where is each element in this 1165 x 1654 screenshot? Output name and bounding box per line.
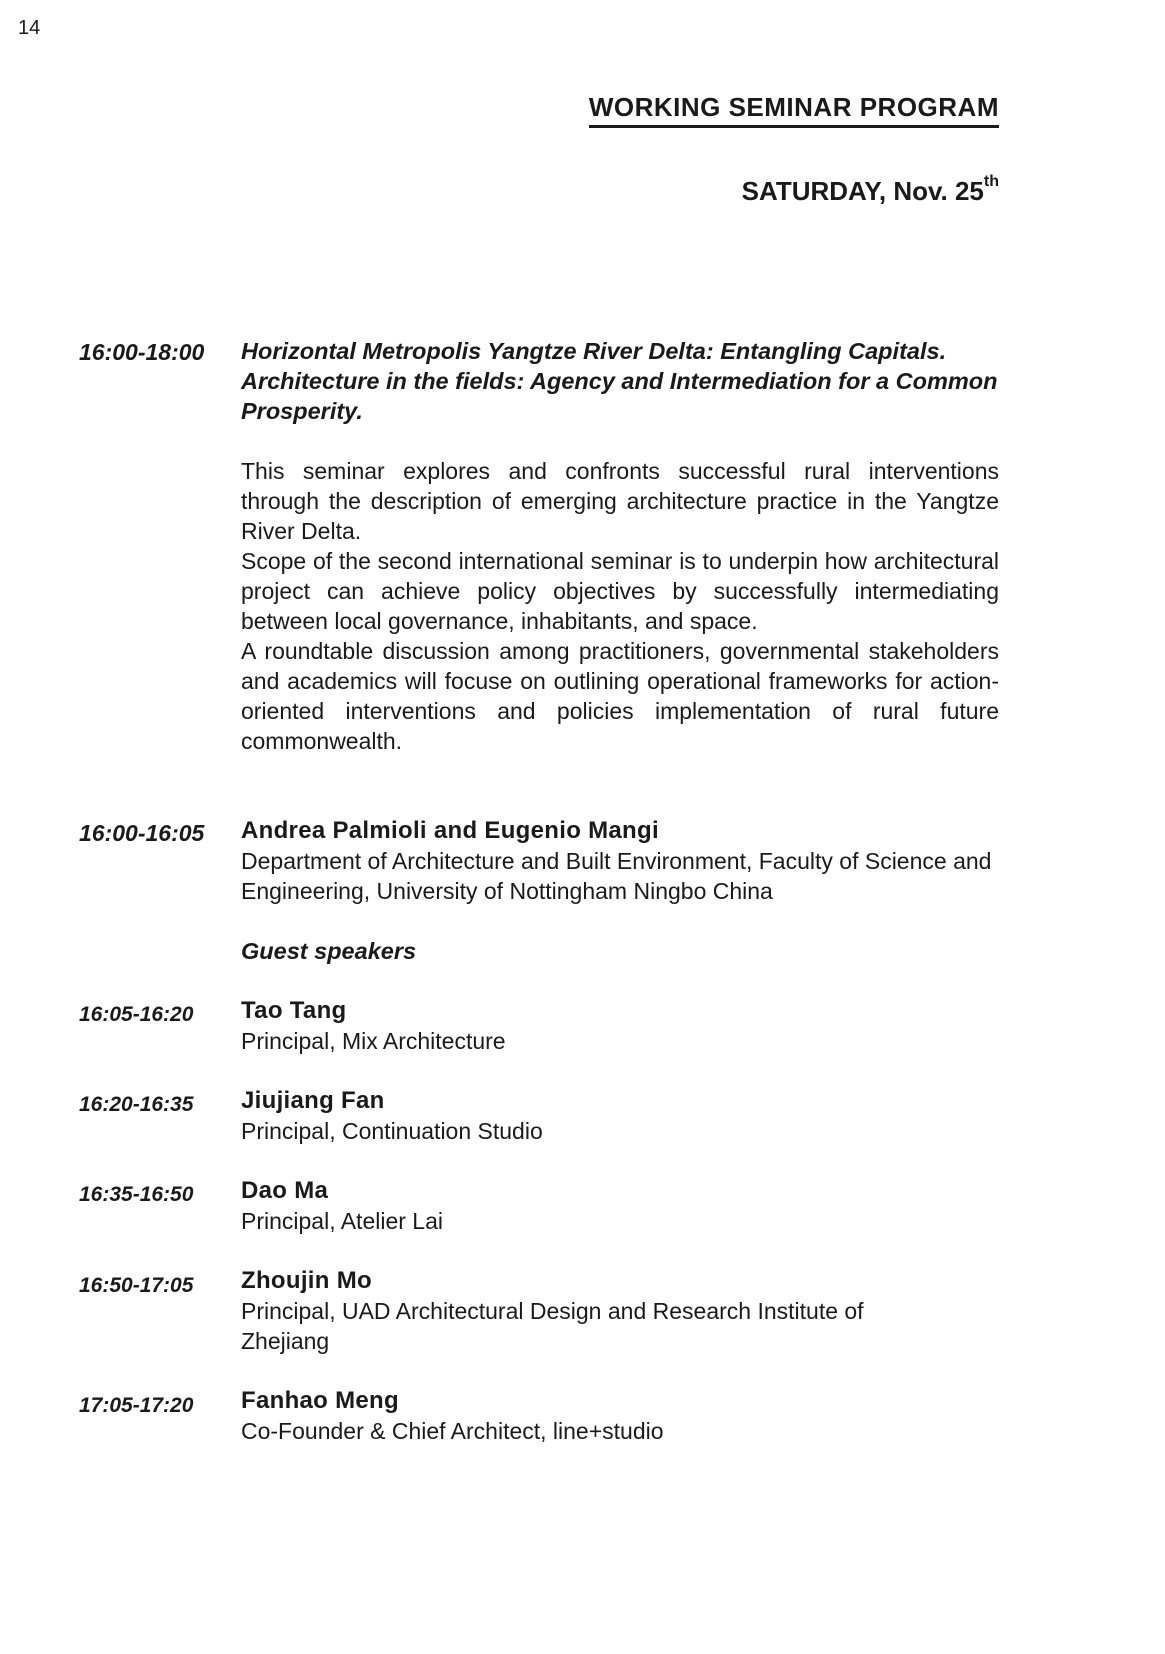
- date-text: SATURDAY, Nov. 25: [741, 176, 984, 206]
- session-description: [241, 456, 999, 756]
- speaker-name: Jiujiang Fan: [241, 1087, 385, 1114]
- speaker-time: 17:05-17:20: [79, 1394, 194, 1417]
- speaker-time: 16:35-16:50: [79, 1183, 194, 1206]
- speaker-name: Fanhao Meng: [241, 1387, 399, 1414]
- intro-block: [241, 816, 999, 906]
- guest-speakers-block: [241, 936, 999, 966]
- session-title: Horizontal Metropolis Yangtze River Delta: Entangling Capitals. Architecture in the fields: Agency and Intermediation for a Common Prosperity.: [241, 338, 998, 424]
- speaker-affiliation: Principal, Atelier Lai: [241, 1208, 443, 1234]
- page-title: WORKING SEMINAR PROGRAM: [589, 92, 999, 128]
- speaker-name: Tao Tang: [241, 997, 347, 1024]
- speaker-entry: [241, 1176, 999, 1236]
- speaker-affiliation: Principal, UAD Architectural Design and Research Institute of Zhejiang: [241, 1298, 864, 1354]
- session-time: 16:00-18:00: [79, 339, 205, 365]
- speaker-entry: [241, 1086, 999, 1146]
- guest-speakers-label: Guest speakers: [241, 938, 417, 964]
- page-number: 14: [18, 17, 41, 39]
- speaker-time: 16:20-16:35: [79, 1093, 194, 1116]
- speaker-time: 16:50-17:05: [79, 1274, 194, 1297]
- speaker-entry: [241, 1266, 999, 1356]
- speaker-name: Zhoujin Mo: [241, 1267, 372, 1294]
- intro-time: 16:00-16:05: [79, 820, 205, 846]
- intro-affiliation: Department of Architecture and Built Environment, Faculty of Science and Engineering, University of Nottingham Ningbo China: [241, 848, 992, 904]
- description-paragraph: Scope of the second international seminar is to underpin how architectural project can achieve policy objectives by successfully intermediating between local governance, inhabitants, and space.: [241, 548, 999, 634]
- speaker-affiliation: Principal, Continuation Studio: [241, 1118, 543, 1144]
- speaker-entry: [241, 1386, 999, 1446]
- intro-speaker-name: Andrea Palmioli and Eugenio Mangi: [241, 817, 659, 844]
- session-block: [241, 336, 999, 756]
- speaker-entry: [241, 996, 999, 1056]
- description-paragraph: A roundtable discussion among practitioners, governmental stakeholders and academics will focuse on outlining operational frameworks for action-oriented interventions and policies implementation of rural future commonwealth.: [241, 638, 999, 754]
- description-paragraph: This seminar explores and confronts successful rural interventions through the description of emerging architecture practice in the Yangtze River Delta.: [241, 458, 999, 544]
- date-heading: [741, 173, 999, 207]
- date-superscript: th: [983, 173, 999, 191]
- speaker-time: 16:05-16:20: [79, 1003, 194, 1026]
- speaker-affiliation: Principal, Mix Architecture: [241, 1028, 506, 1054]
- speaker-name: Dao Ma: [241, 1177, 329, 1204]
- speaker-affiliation: Co-Founder & Chief Architect, line+studio: [241, 1418, 664, 1444]
